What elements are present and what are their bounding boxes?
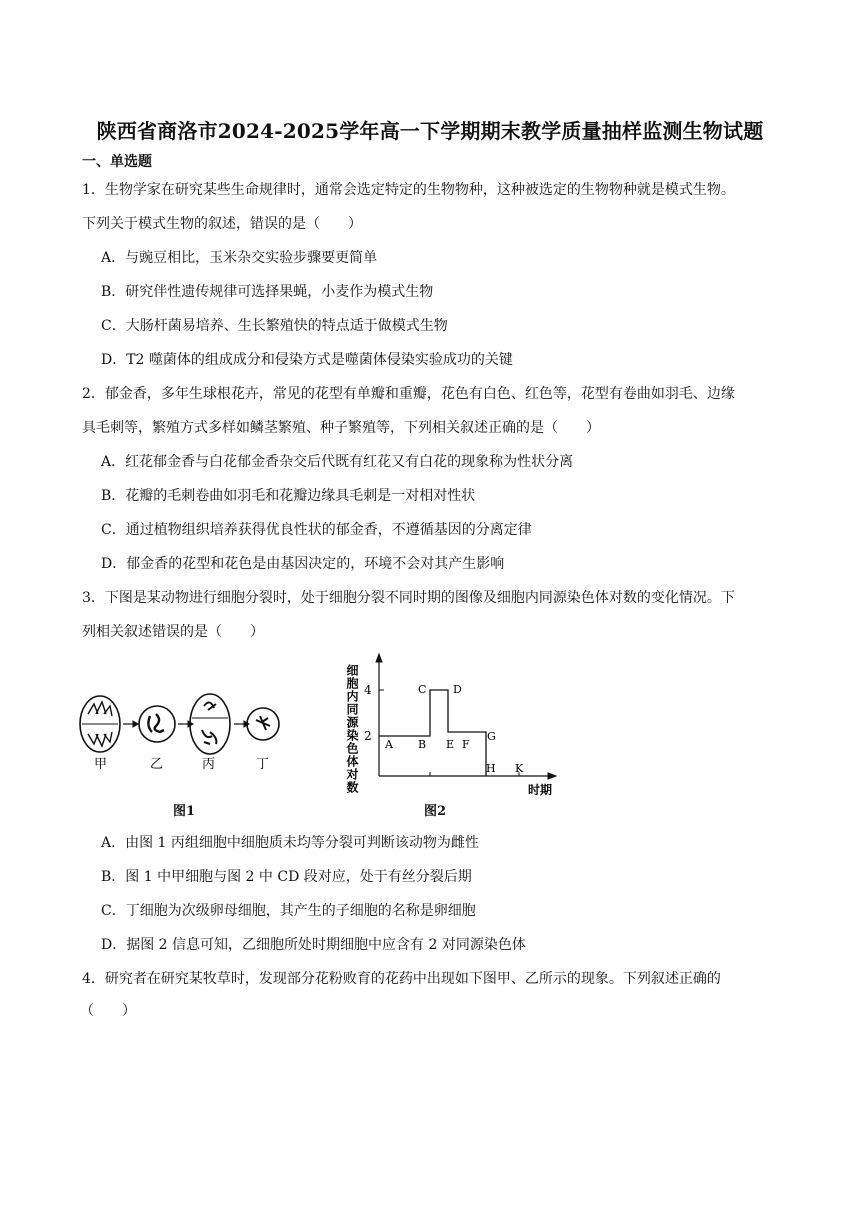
cell-label-ding: 丁 (256, 757, 270, 772)
point-label-g: G (487, 730, 496, 743)
q2-option-d: D．郁金香的花型和花色是由基因决定的，环境不会对其产生影响 (101, 556, 505, 572)
figure-1-cell-division (76, 686, 286, 776)
point-label-b: B (418, 738, 427, 751)
chart-axes (376, 654, 556, 779)
cell-jia (80, 696, 120, 752)
q1-option-c: C．大肠杆菌易培养、生长繁殖快的特点适于做模式生物 (101, 318, 448, 334)
document-title: 陕西省商洛市2024-2025学年高一下学期期末教学质量抽样监测生物试题 (96, 119, 764, 143)
y-tick-4: 4 (364, 683, 372, 697)
q3-option-d: D．据图 2 信息可知，乙细胞所处时期细胞中应含有 2 对同源染色体 (101, 937, 526, 953)
point-label-k: K (515, 762, 524, 775)
cell-bing (190, 694, 230, 754)
q1-option-a: A．与豌豆相比，玉米杂交实验步骤要更简单 (101, 250, 378, 266)
q1-option-d: D．T2 噬菌体的组成成分和侵染方式是噬菌体侵染实验成功的关键 (101, 352, 513, 368)
q2-stem-line1: 2．郁金香，多年生球根花卉，常见的花型有单瓣和重瓣，花色有白色、红色等，花型有卷曲如羽毛、边缘 (82, 386, 735, 402)
q3-stem-line1: 3．下图是某动物进行细胞分裂时，处于细胞分裂不同时期的图像及细胞内同源染色体对数的变化情况。下 (82, 590, 735, 606)
figure-1-caption: 图1 (173, 804, 196, 819)
point-label-c: C (418, 683, 427, 696)
cell-label-yi: 乙 (150, 757, 164, 772)
q1-option-b: B．研究伴性遗传规律可选择果蝇，小麦作为模式生物 (101, 284, 434, 300)
cell-label-jia: 甲 (94, 757, 108, 772)
point-label-e: E (446, 738, 455, 751)
figure-2-caption: 图2 (424, 804, 447, 819)
point-label-h: H (486, 762, 496, 775)
q3-option-c: C．丁细胞为次级卵母细胞，其产生的子细胞的名称是卵细胞 (101, 903, 476, 919)
q3-stem-line2: 列相关叙述错误的是（ ） (82, 624, 264, 640)
q4-stem-line1: 4．研究者在研究某牧草时，发现部分花粉败育的花药中出现如下图甲、乙所示的现象。下列叙述正确的 (82, 971, 721, 987)
q2-option-b: B．花瓣的毛刺卷曲如羽毛和花瓣边缘具毛刺是一对相对性状 (101, 488, 476, 504)
q4-stem-line2: （ ） (80, 1003, 136, 1019)
cell-label-bing: 丙 (202, 757, 216, 772)
q2-option-a: A．红花郁金香与白花郁金香杂交后代既有红花又有白花的现象称为性状分离 (101, 454, 574, 470)
chart-y-axis-label: 细胞内同源染色体对数 (345, 664, 359, 794)
chart-step-line (379, 690, 486, 776)
point-label-d: D (453, 683, 462, 696)
q3-option-a: A．由图 1 丙组细胞中细胞质未均等分裂可判断该动物为雌性 (101, 835, 479, 851)
q1-stem-line1: 1．生物学家在研究某些生命规律时，通常会选定特定的生物物种，这种被选定的生物物种就是模式生物。 (82, 182, 735, 198)
cell-yi (139, 706, 175, 742)
section-heading: 一、单选题 (82, 154, 152, 170)
chart-x-axis-label: 时期 (528, 783, 553, 797)
q2-option-c: C．通过植物组织培养获得优良性状的郁金香，不遵循基因的分离定律 (101, 522, 532, 538)
arrow-icon (123, 721, 138, 727)
figure-2-chart (338, 652, 563, 802)
point-label-a: A (385, 738, 393, 751)
y-tick-2: 2 (364, 729, 372, 743)
cell-ding (247, 708, 279, 740)
point-label-f: F (462, 738, 470, 751)
q1-stem-line2: 下列关于模式生物的叙述，错误的是（ ） (82, 216, 362, 232)
q2-stem-line2: 具毛刺等，繁殖方式多样如鳞茎繁殖、种子繁殖等，下列相关叙述正确的是（ ） (82, 420, 600, 436)
q3-option-b: B．图 1 中甲细胞与图 2 中 CD 段对应，处于有丝分裂后期 (101, 869, 472, 885)
